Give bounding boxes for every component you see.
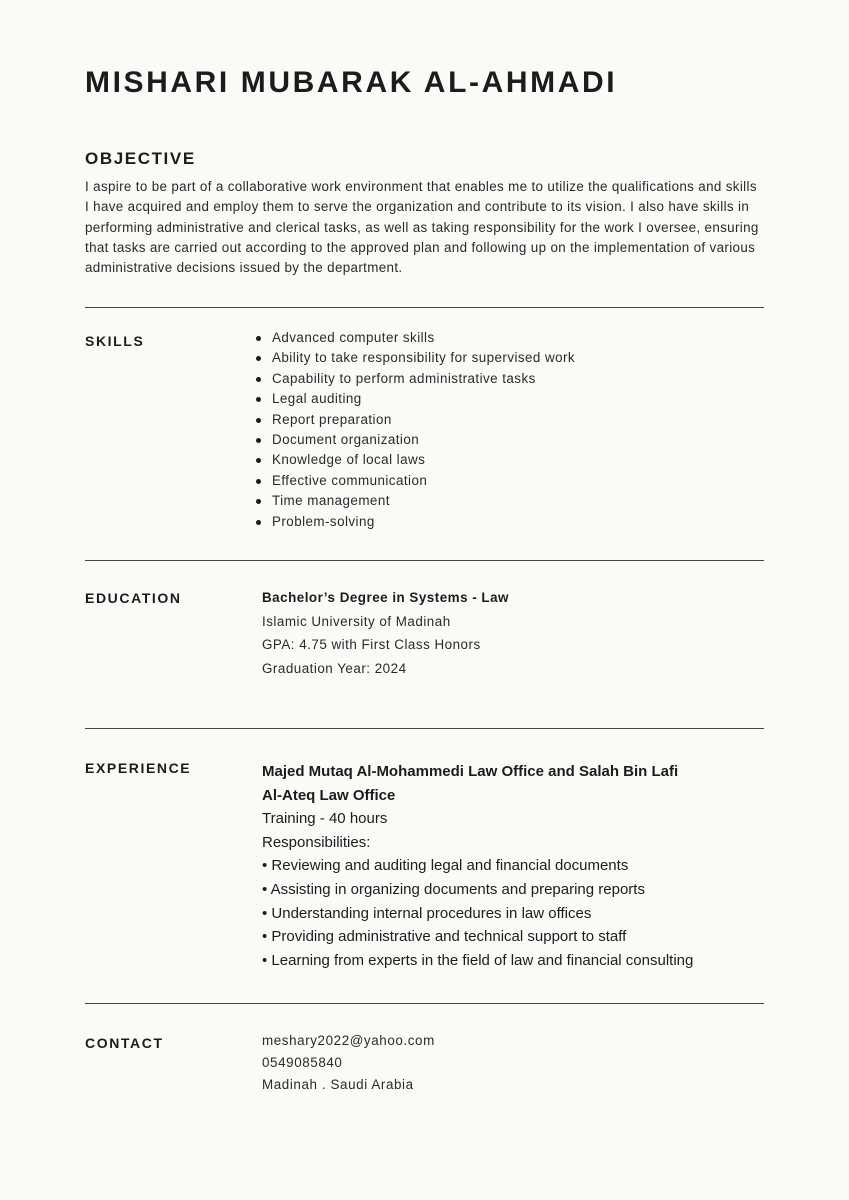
skill-item (262, 369, 762, 389)
responsibility-item: • Understanding internal procedures in law offices (262, 904, 592, 922)
responsibility-item: • Assisting in organizing documents and preparing reports (262, 880, 645, 898)
skill-item (262, 389, 762, 409)
bullet-icon (256, 438, 261, 443)
bullet-icon (256, 377, 261, 382)
email-address: meshary2022@yahoo.com (262, 1033, 435, 1048)
skills-heading: SKILLS (85, 333, 145, 349)
employer-name: Majed Mutaq Al-Mohammedi Law Office and Salah Bin Lafi (262, 763, 679, 780)
university-name: Islamic University of Madinah (262, 613, 451, 629)
skill-label: Capability to perform administrative tasks (272, 370, 536, 386)
gpa-text: GPA: 4.75 with First Class Honors (262, 637, 481, 652)
training-duration: Training - 40 hours (262, 810, 388, 828)
phone-number: 0549085840 (262, 1055, 343, 1070)
skill-item (262, 491, 762, 511)
bullet-icon (256, 336, 261, 341)
skill-label: Problem-solving (272, 513, 375, 529)
skill-label: Legal auditing (272, 391, 362, 407)
divider (85, 1003, 764, 1004)
responsibility-item: • Reviewing and auditing legal and financial documents (262, 857, 629, 875)
candidate-name: MISHARI MUBARAK AL-AHMADI (85, 66, 618, 99)
contact-heading: CONTACT (85, 1035, 164, 1051)
employer-name-continued: Al-Ateq Law Office (262, 786, 396, 804)
bullet-icon (256, 479, 261, 484)
divider (85, 307, 764, 308)
skill-item (262, 512, 762, 532)
responsibility-item: • Learning from experts in the field of law and financial consulting (262, 951, 694, 969)
bullet-icon (256, 520, 261, 525)
bullet-icon (256, 418, 261, 423)
skill-label: Document organization (272, 432, 420, 448)
graduation-year: Graduation Year: 2024 (262, 660, 407, 676)
skill-label: Effective communication (272, 472, 428, 488)
objective-heading: OBJECTIVE (85, 149, 196, 168)
contact-section (262, 1030, 762, 1096)
location-text: Madinah . Saudi Arabia (262, 1077, 414, 1092)
experience-section (262, 760, 762, 972)
experience-heading: EXPERIENCE (85, 760, 192, 776)
bullet-icon (256, 356, 261, 361)
skill-item (262, 348, 762, 368)
skills-section (262, 328, 762, 532)
bullet-icon (256, 499, 261, 504)
responsibilities-label: Responsibilities: (262, 833, 371, 851)
skill-item (262, 450, 762, 470)
skill-item (262, 471, 762, 491)
skill-item (262, 328, 762, 348)
bullet-icon (256, 397, 261, 402)
skill-label: Advanced computer skills (272, 330, 435, 345)
skill-label: Knowledge of local laws (272, 452, 426, 468)
education-section (262, 586, 762, 680)
education-heading: EDUCATION (85, 590, 182, 606)
responsibility-item: • Providing administrative and technical support to staff (262, 928, 627, 946)
objective-text: I aspire to be part of a collaborative work environment that enables me to utilize the qualifications and skills I have acquired and employ them to serve the organization and contribute to its vision. I also have skills in performing administrative and clerical tasks, as well as taking responsibility for the work I oversee, ensuring that tasks are carried out according to the approved plan and following up on the implementation of various administrative decisions issued by the department. (85, 179, 759, 276)
divider (85, 728, 764, 729)
skill-label: Report preparation (272, 411, 392, 427)
skill-item (262, 410, 762, 430)
bullet-icon (256, 458, 261, 463)
degree-title: Bachelor’s Degree in Systems - Law (262, 590, 509, 605)
skills-list (262, 328, 762, 532)
skill-label: Ability to take responsibility for supervised work (272, 350, 576, 366)
skill-label: Time management (272, 493, 390, 509)
skill-item (262, 430, 762, 450)
divider (85, 560, 764, 561)
